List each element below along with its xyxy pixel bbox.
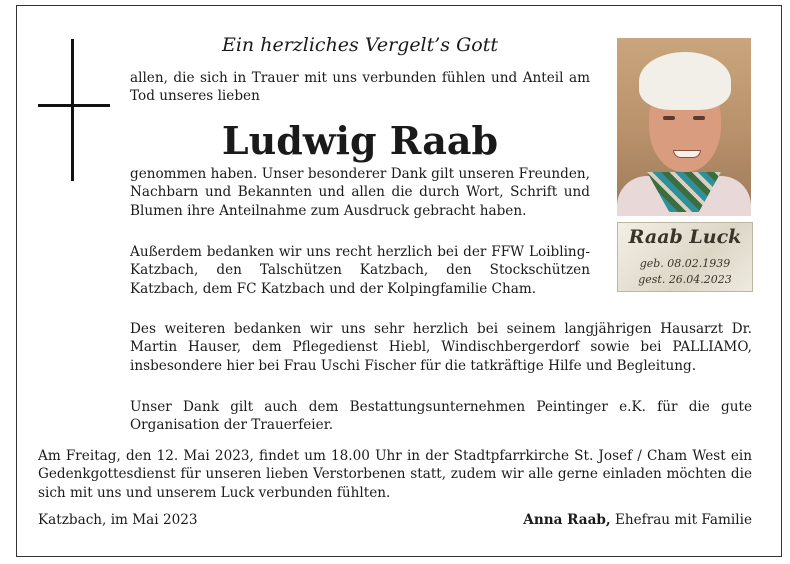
cross-icon <box>71 39 74 181</box>
portrait-photo <box>617 38 751 216</box>
place-date: Katzbach, im Mai 2023 <box>38 512 198 528</box>
plate-name: Raab Luck <box>628 226 742 248</box>
photo-eye <box>663 116 675 120</box>
memorial-plate <box>617 222 753 292</box>
funeral-home-paragraph: Unser Dank gilt auch dem Bestattungsunternehmen Peintinger e.K. für die gute Organisation der Trauerfeier. <box>130 399 752 434</box>
thanks-paragraph: genommen haben. Unser besonderer Dank gilt unseren Freunden, Nachbarn und Bekannten und allen die durch Wort, Schrift und Blumen ihre Anteilnahme zum Ausdruck gebracht haben. <box>130 166 590 219</box>
care-paragraph: Des weiteren bedanken wir uns sehr herzlich bei seinem langjährigen Hausarzt Dr. Martin Hauser, dem Pflegedienst Hiebl, Windischbergerdorf sowie bei PALLIAMO, insbesondere hier bei Frau Uschi Fischer für die tatkräftige Hilfe und Begleitung. <box>130 321 752 374</box>
deceased-name: Ludwig Raab <box>221 118 499 163</box>
plate-birth-date: geb. 08.02.1939 <box>639 257 731 270</box>
memorial-service-paragraph: Am Freitag, den 12. Mai 2023, findet um 18.00 Uhr in der Stadtpfarrkirche St. Josef / Cham West ein Gedenkgottesdienst für unseren lieben Verstorbenen statt, zudem wir alle gerne einladen möchten die sich mit uns und unserem Luck verbunden fühlten. <box>38 448 752 501</box>
photo-mouth <box>673 150 701 158</box>
cross-icon-bar <box>38 104 110 107</box>
signature <box>523 511 752 529</box>
notice-heading: Ein herzliches Vergelt’s Gott <box>221 34 498 56</box>
signer-name: Anna Raab, <box>523 512 611 528</box>
photo-hair <box>639 52 731 110</box>
signer-suffix: Ehefrau mit Familie <box>610 512 752 528</box>
plate-death-date: gest. 26.04.2023 <box>638 273 732 286</box>
photo-eye <box>693 116 705 120</box>
intro-text: allen, die sich in Trauer mit uns verbunden fühlen und Anteil am Tod unseres lieben <box>130 70 590 105</box>
organizations-paragraph: Außerdem bedanken wir uns recht herzlich bei der FFW Loibling-Katzbach, den Talschützen Katzbach, den Stockschützen Katzbach, dem FC Katzbach und der Kolpingfamilie Cham. <box>130 244 590 297</box>
